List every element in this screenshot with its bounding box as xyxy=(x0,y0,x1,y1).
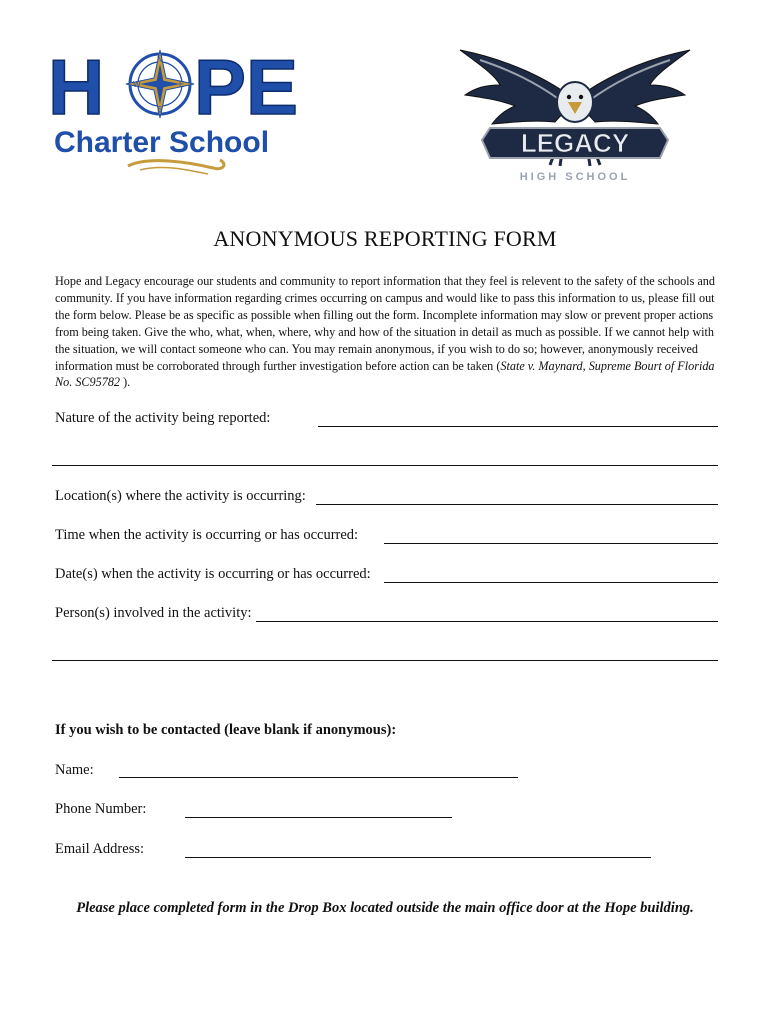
hope-line2: Charter School xyxy=(54,126,270,159)
label-name: Name: xyxy=(55,762,94,778)
intro-text: Hope and Legacy encourage our students and community to report information that they feel is relevent to the safety of the schools and community. If you have information regarding crimes occurring on campus and would like to pass this information to us, please fill out the form below. Please be as specific as possible when filling out the form. Incomplete information may slow or prevent proper actions from being taken. Give the who, what, when, where, why and how of the situation in detail as much as possible. If we cannot help with the situation, we will contact someone who can. You may remain anonymous, if you wish to do so; however, anonymously received information must be corroborated through further investigation before action can be taken xyxy=(55,274,715,373)
svg-text:N: N xyxy=(157,55,163,64)
label-date: Date(s) when the activity is occurring or has occurred: xyxy=(55,566,371,582)
intro-paragraph xyxy=(55,273,715,391)
label-persons: Person(s) involved in the activity: xyxy=(55,605,252,621)
citation-open: ( xyxy=(496,358,501,373)
svg-text:E: E xyxy=(179,80,185,89)
date-input-line[interactable] xyxy=(384,582,718,583)
nature-input-line-2[interactable] xyxy=(52,465,718,466)
legacy-high-school-logo xyxy=(440,40,710,200)
label-email: Email Address: xyxy=(55,841,145,857)
citation: State v. Maynard, Supreme Bourt of Florida No. SC95782 xyxy=(55,358,715,390)
email-input-line[interactable] xyxy=(185,857,651,858)
persons-input-line-1[interactable] xyxy=(256,621,718,622)
svg-text:S: S xyxy=(157,105,163,114)
hope-charter-school-logo xyxy=(48,44,318,184)
compass-icon xyxy=(126,50,194,118)
label-location: Location(s) where the activity is occurring: xyxy=(55,488,306,504)
label-time: Time when the activity is occurring or has occurred: xyxy=(55,527,359,543)
form-title: ANONYMOUS REPORTING FORM xyxy=(213,226,557,251)
label-nature: Nature of the activity being reported: xyxy=(55,410,271,426)
citation-close: ). xyxy=(120,375,131,390)
nature-input-line-1[interactable] xyxy=(318,426,718,427)
hope-letters-pe: PE xyxy=(194,44,299,131)
hope-letter-h: H xyxy=(48,44,105,131)
location-input-line[interactable] xyxy=(316,504,718,505)
svg-text:W: W xyxy=(133,80,141,89)
contact-heading: If you wish to be contacted (leave blank if anonymous): xyxy=(55,722,397,738)
persons-input-line-2[interactable] xyxy=(52,660,718,661)
phone-input-line[interactable] xyxy=(185,817,452,818)
name-input-line[interactable] xyxy=(119,777,518,778)
legacy-sub: HIGH SCHOOL xyxy=(519,171,631,183)
scroll-icon xyxy=(128,160,224,169)
label-phone: Phone Number: xyxy=(55,801,147,817)
logo-header xyxy=(0,0,770,210)
time-input-line[interactable] xyxy=(384,543,718,544)
legacy-word: LEGACY xyxy=(520,128,630,158)
drop-box-instruction: Please place completed form in the Drop Box located outside the main office door at the Hope building. xyxy=(76,900,694,916)
